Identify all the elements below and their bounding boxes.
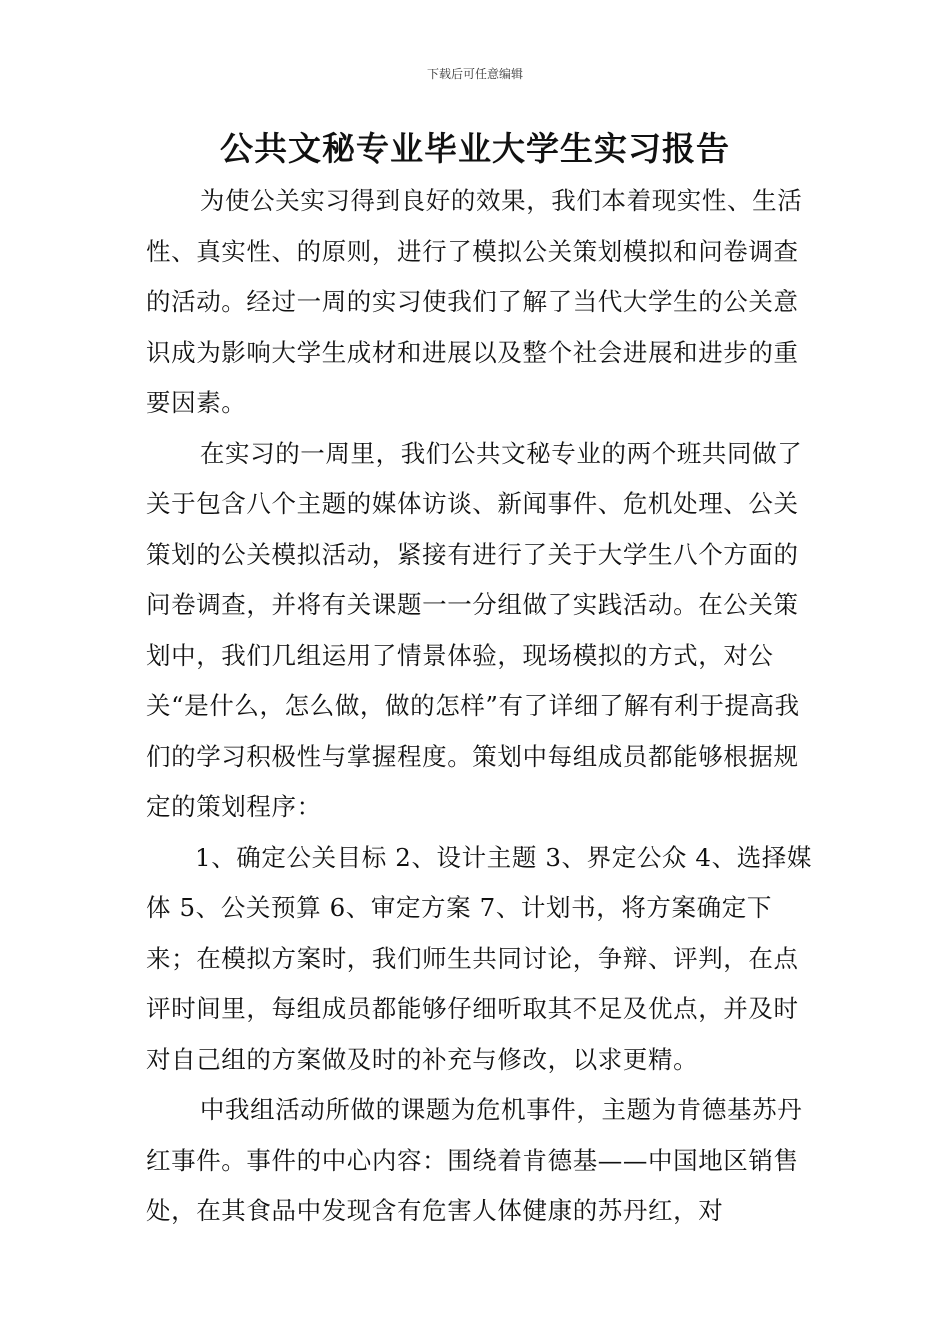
document-body bbox=[146, 176, 818, 1237]
paragraph-intro: 为使公关实习得到良好的效果，我们本着现实性、生活性、真实性、的原则，进行了模拟公关策划模拟和问卷调查的活动。经过一周的实习使我们了解了当代大学生的公关意识成为影响大学生成材和进展以及整个社会进展和进步的重要因素。 bbox=[146, 186, 803, 417]
document-title: 公共文秘专业毕业大学生实习报告 bbox=[220, 129, 730, 168]
paragraph-activities: 在实习的一周里，我们公共文秘专业的两个班共同做了关于包含八个主题的媒体访谈、新闻事件、危机处理、公关策划的公关模拟活动，紧接有进行了关于大学生八个方面的问卷调查，并将有关课题一一分组做了实践活动。在公关策划中，我们几组运用了情景体验，现场模拟的方式，对公关“是什么，怎么做，做的怎样”有了详细了解有利于提高我们的学习积极性与掌握程度。策划中每组成员都能够根据规定的策划程序： bbox=[146, 438, 803, 821]
header-note: 下载后可任意编辑 bbox=[426, 67, 523, 81]
paragraph-procedure: 1、确定公关目标 2、设计主题 3、界定公众 4、选择媒体 5、公关预算 6、审定方案 7、计划书，将方案确定下来；在模拟方案时，我们师生共同讨论，争辩、评判，在点评时间里，每组成员都能够仔细听取其不足及优点，并及时对自己组的方案做及时的补充与修改，以求更精。 bbox=[146, 842, 813, 1074]
paragraph-crisis-topic: 中我组活动所做的课题为危机事件，主题为肯德基苏丹红事件。事件的中心内容：围绕着肯德基——中国地区销售处，在其食品中发现含有危害人体健康的苏丹红，对 bbox=[146, 1095, 803, 1225]
